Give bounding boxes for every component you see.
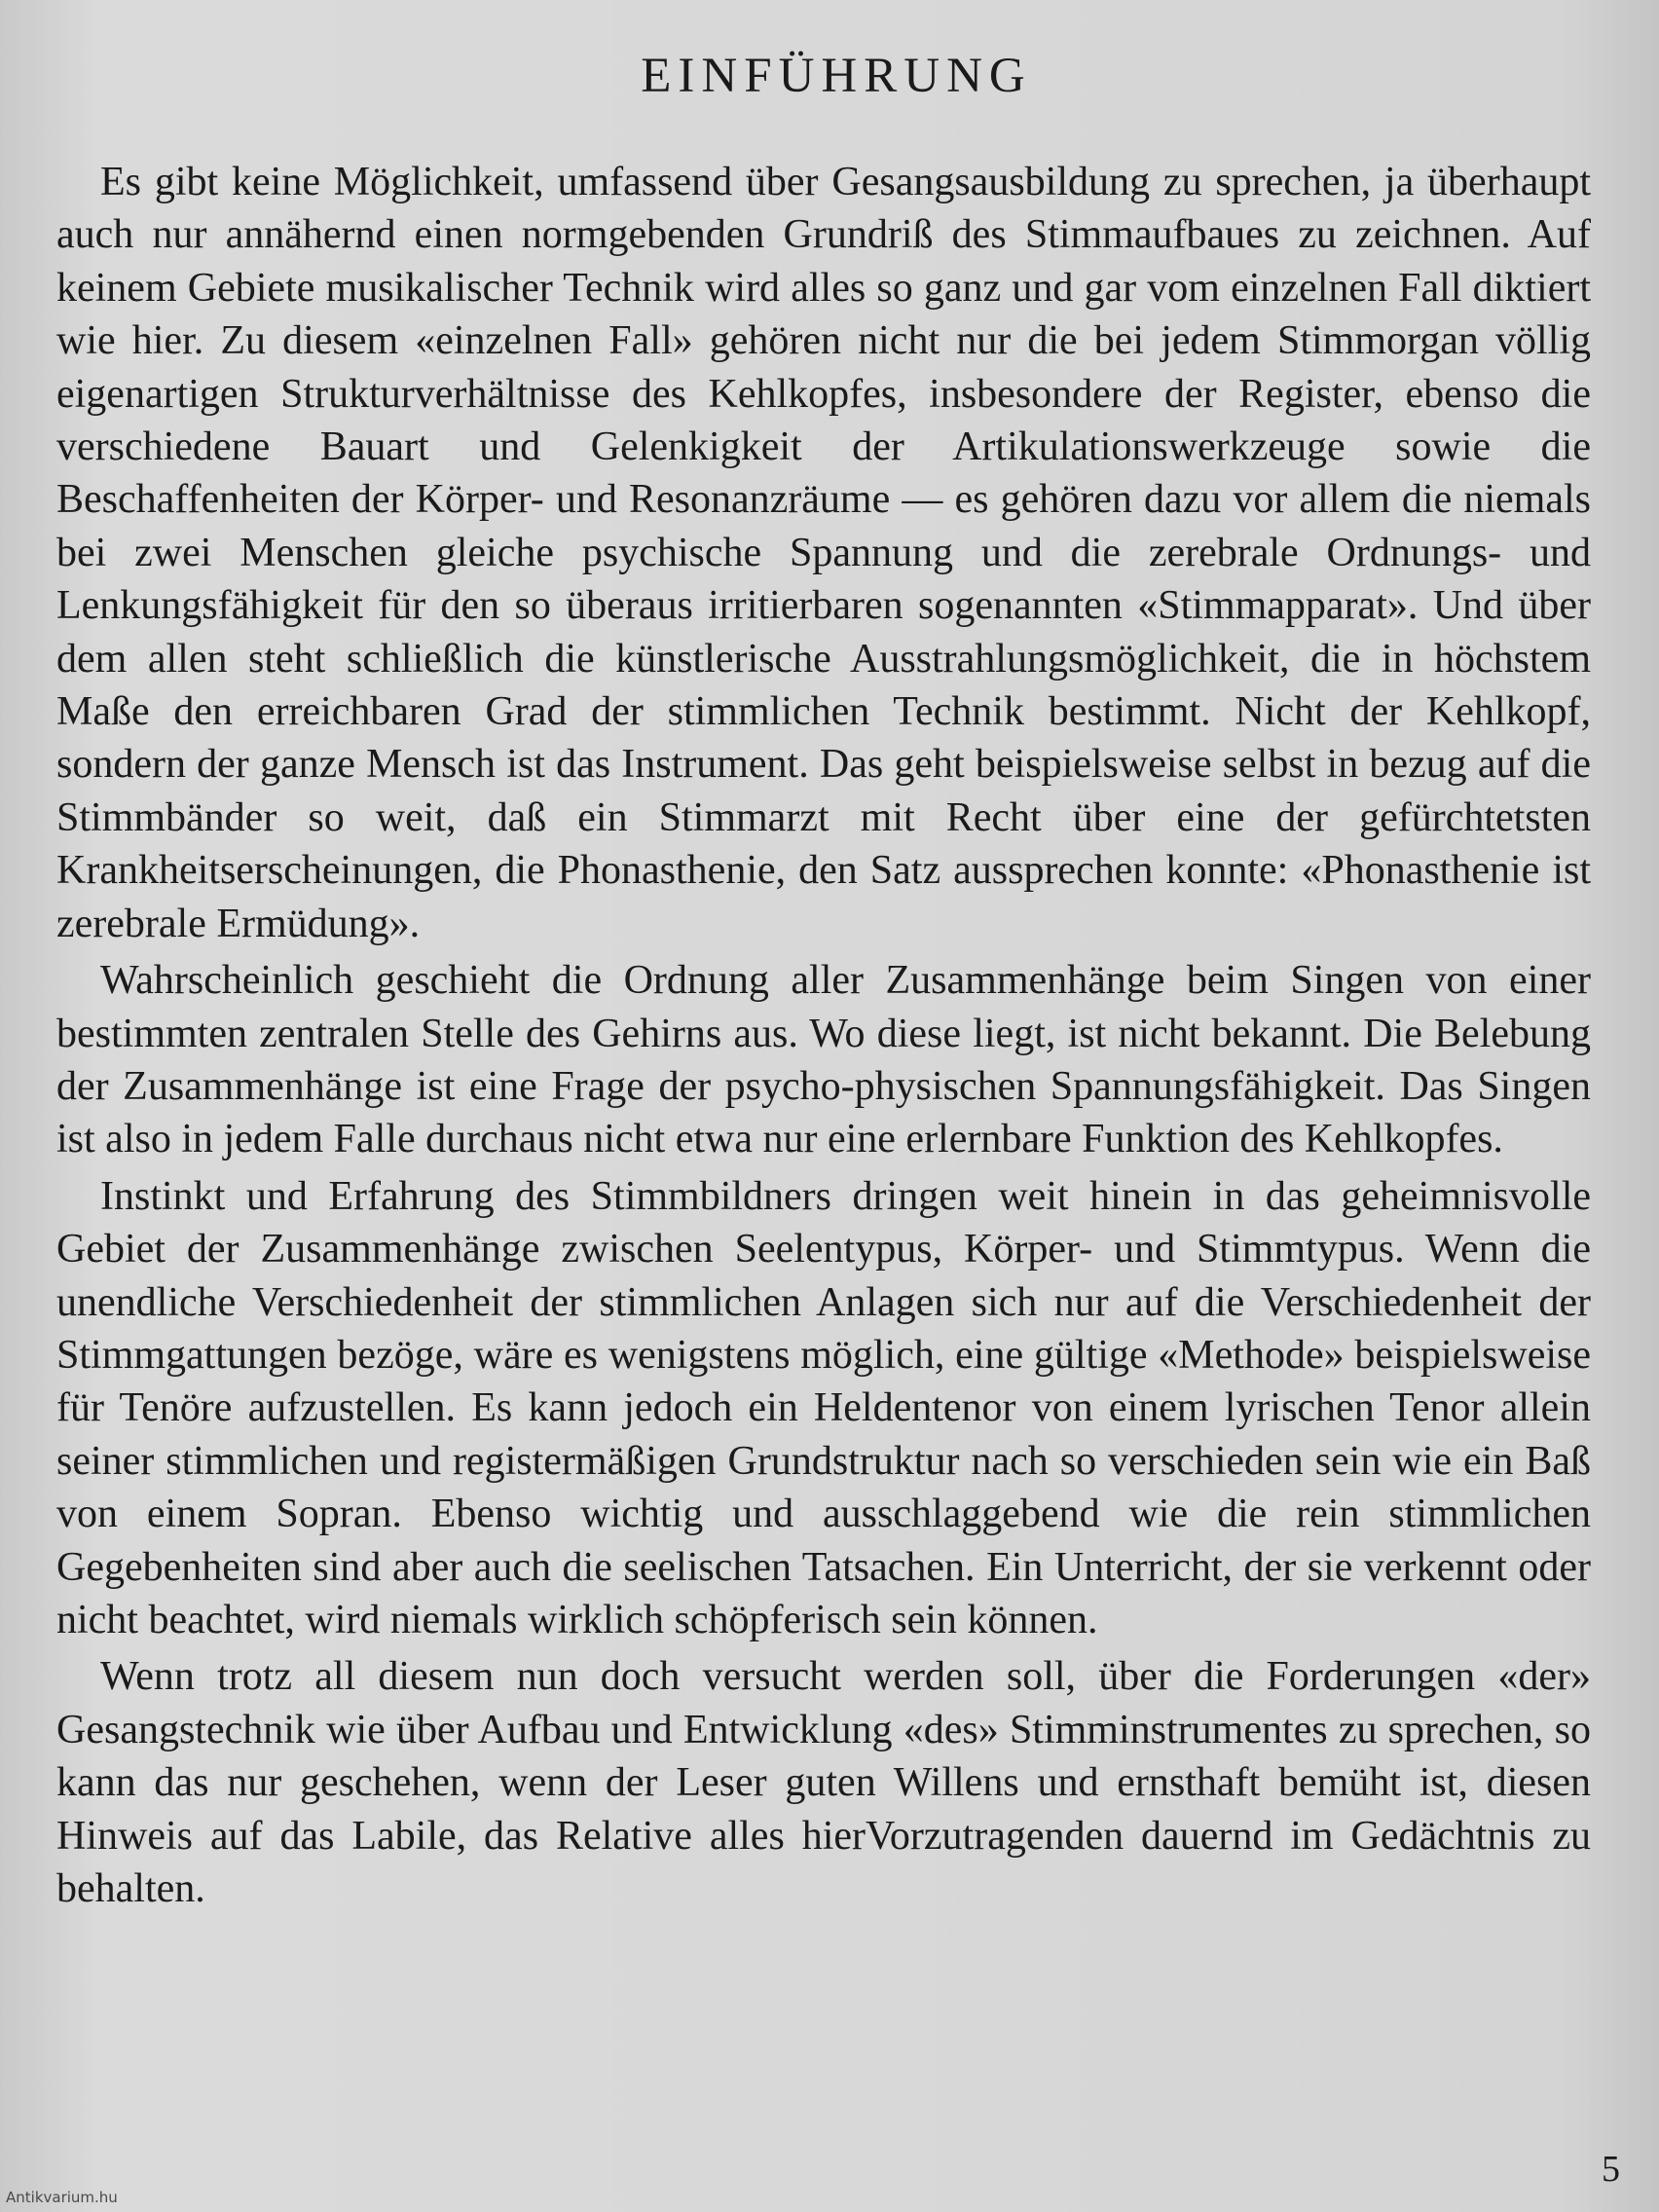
chapter-body xyxy=(56,156,1591,1919)
page-number: 5 xyxy=(1602,2149,1620,2190)
paragraph-4: Wenn trotz all diesem nun doch versucht werden soll, über die Forderungen «der» Gesangstechnik wie über Aufbau und Entwicklung «des» Stimminstrumentes zu sprechen, so kann das nur geschehen, wenn der Leser guten Willens und ernsthaft bemüht ist, diesen Hinweis auf das Labile, das Relative alles hierVorzutragenden dauernd im Gedächtnis zu behalten. xyxy=(56,1654,1591,1911)
watermark: Antikvarium.hu xyxy=(6,2189,118,2206)
paragraph-3: Instinkt und Erfahrung des Stimmbildners dringen weit hinein in das geheimnisvolle Gebiet der Zusammenhänge zwischen Seelentypus, Körper- und Stimmtypus. Wenn die unendliche Verschiedenheit der stimmlichen Anlagen sich nur auf die Verschiedenheit der Stimmgattungen bezöge, wäre es wenigstens möglich, eine gültige «Methode» beispielsweise für Tenöre aufzustellen. Es kann jedoch ein Heldentenor von einem lyrischen Tenor allein seiner stimmlichen und registermäßigen Grundstruktur nach so verschieden sein wie ein Baß von einem Sopran. Ebenso wichtig und ausschlaggebend wie die rein stimmlichen Gegebenheiten sind aber auch die seelischen Tatsachen. Ein Unterricht, der sie verkennt oder nicht beachtet, wird niemals wirklich schöpferisch sein können. xyxy=(56,1173,1591,1642)
chapter-title: EINFÜHRUNG xyxy=(641,49,1032,103)
paragraph-2: Wahrscheinlich geschieht die Ordnung aller Zusammenhänge beim Singen von einer bestimmten zentralen Stelle des Gehirns aus. Wo diese liegt, ist nicht bekannt. Die Belebung der Zusammenhänge ist eine Frage der psycho-physischen Spannungsfähigkeit. Das Singen ist also in jedem Falle durchaus nicht etwa nur eine erlernbare Funktion des Kehlkopfes. xyxy=(56,958,1591,1162)
book-page xyxy=(56,29,1591,2171)
paragraph-1: Es gibt keine Möglichkeit, umfassend über Gesangsausbildung zu sprechen, ja überhaupt auch nur annähernd einen normgebenden Grundriß des Stimmaufbaues zu zeichnen. Auf keinem Gebiete musikalischer Technik wird alles so ganz und gar vom einzelnen Fall diktiert wie hier. Zu diesem «einzelnen Fall» gehören nicht nur die bei jedem Stimmorgan völlig eigenartigen Strukturverhältnisse des Kehlkopfes, insbesondere der Register, ebenso die verschiedene Bauart und Gelenkigkeit der Artikulationswerkzeuge sowie die Beschaffenheiten der Körper- und Resonanzräume — es gehören dazu vor allem die niemals bei zwei Menschen gleiche psychische Spannung und die zerebrale Ordnungs- und Lenkungsfähigkeit für den so überaus irritierbaren sogenannten «Stimmapparat». Und über dem allen steht schließlich die künstlerische Ausstrahlungsmöglichkeit, die in höchstem Maße den erreichbaren Grad der stimmlichen Technik bestimmt. Nicht der Kehlkopf, sondern der ganze Mensch ist das Instrument. Das geht beispielsweise selbst in bezug auf die Stimmbänder so weit, daß ein Stimmarzt mit Recht über eine der gefürchtetsten Krankheitserscheinungen, die Phonasthenie, den Satz aussprechen konnte: «Phonasthenie ist zerebrale Ermüdung». xyxy=(56,160,1591,946)
